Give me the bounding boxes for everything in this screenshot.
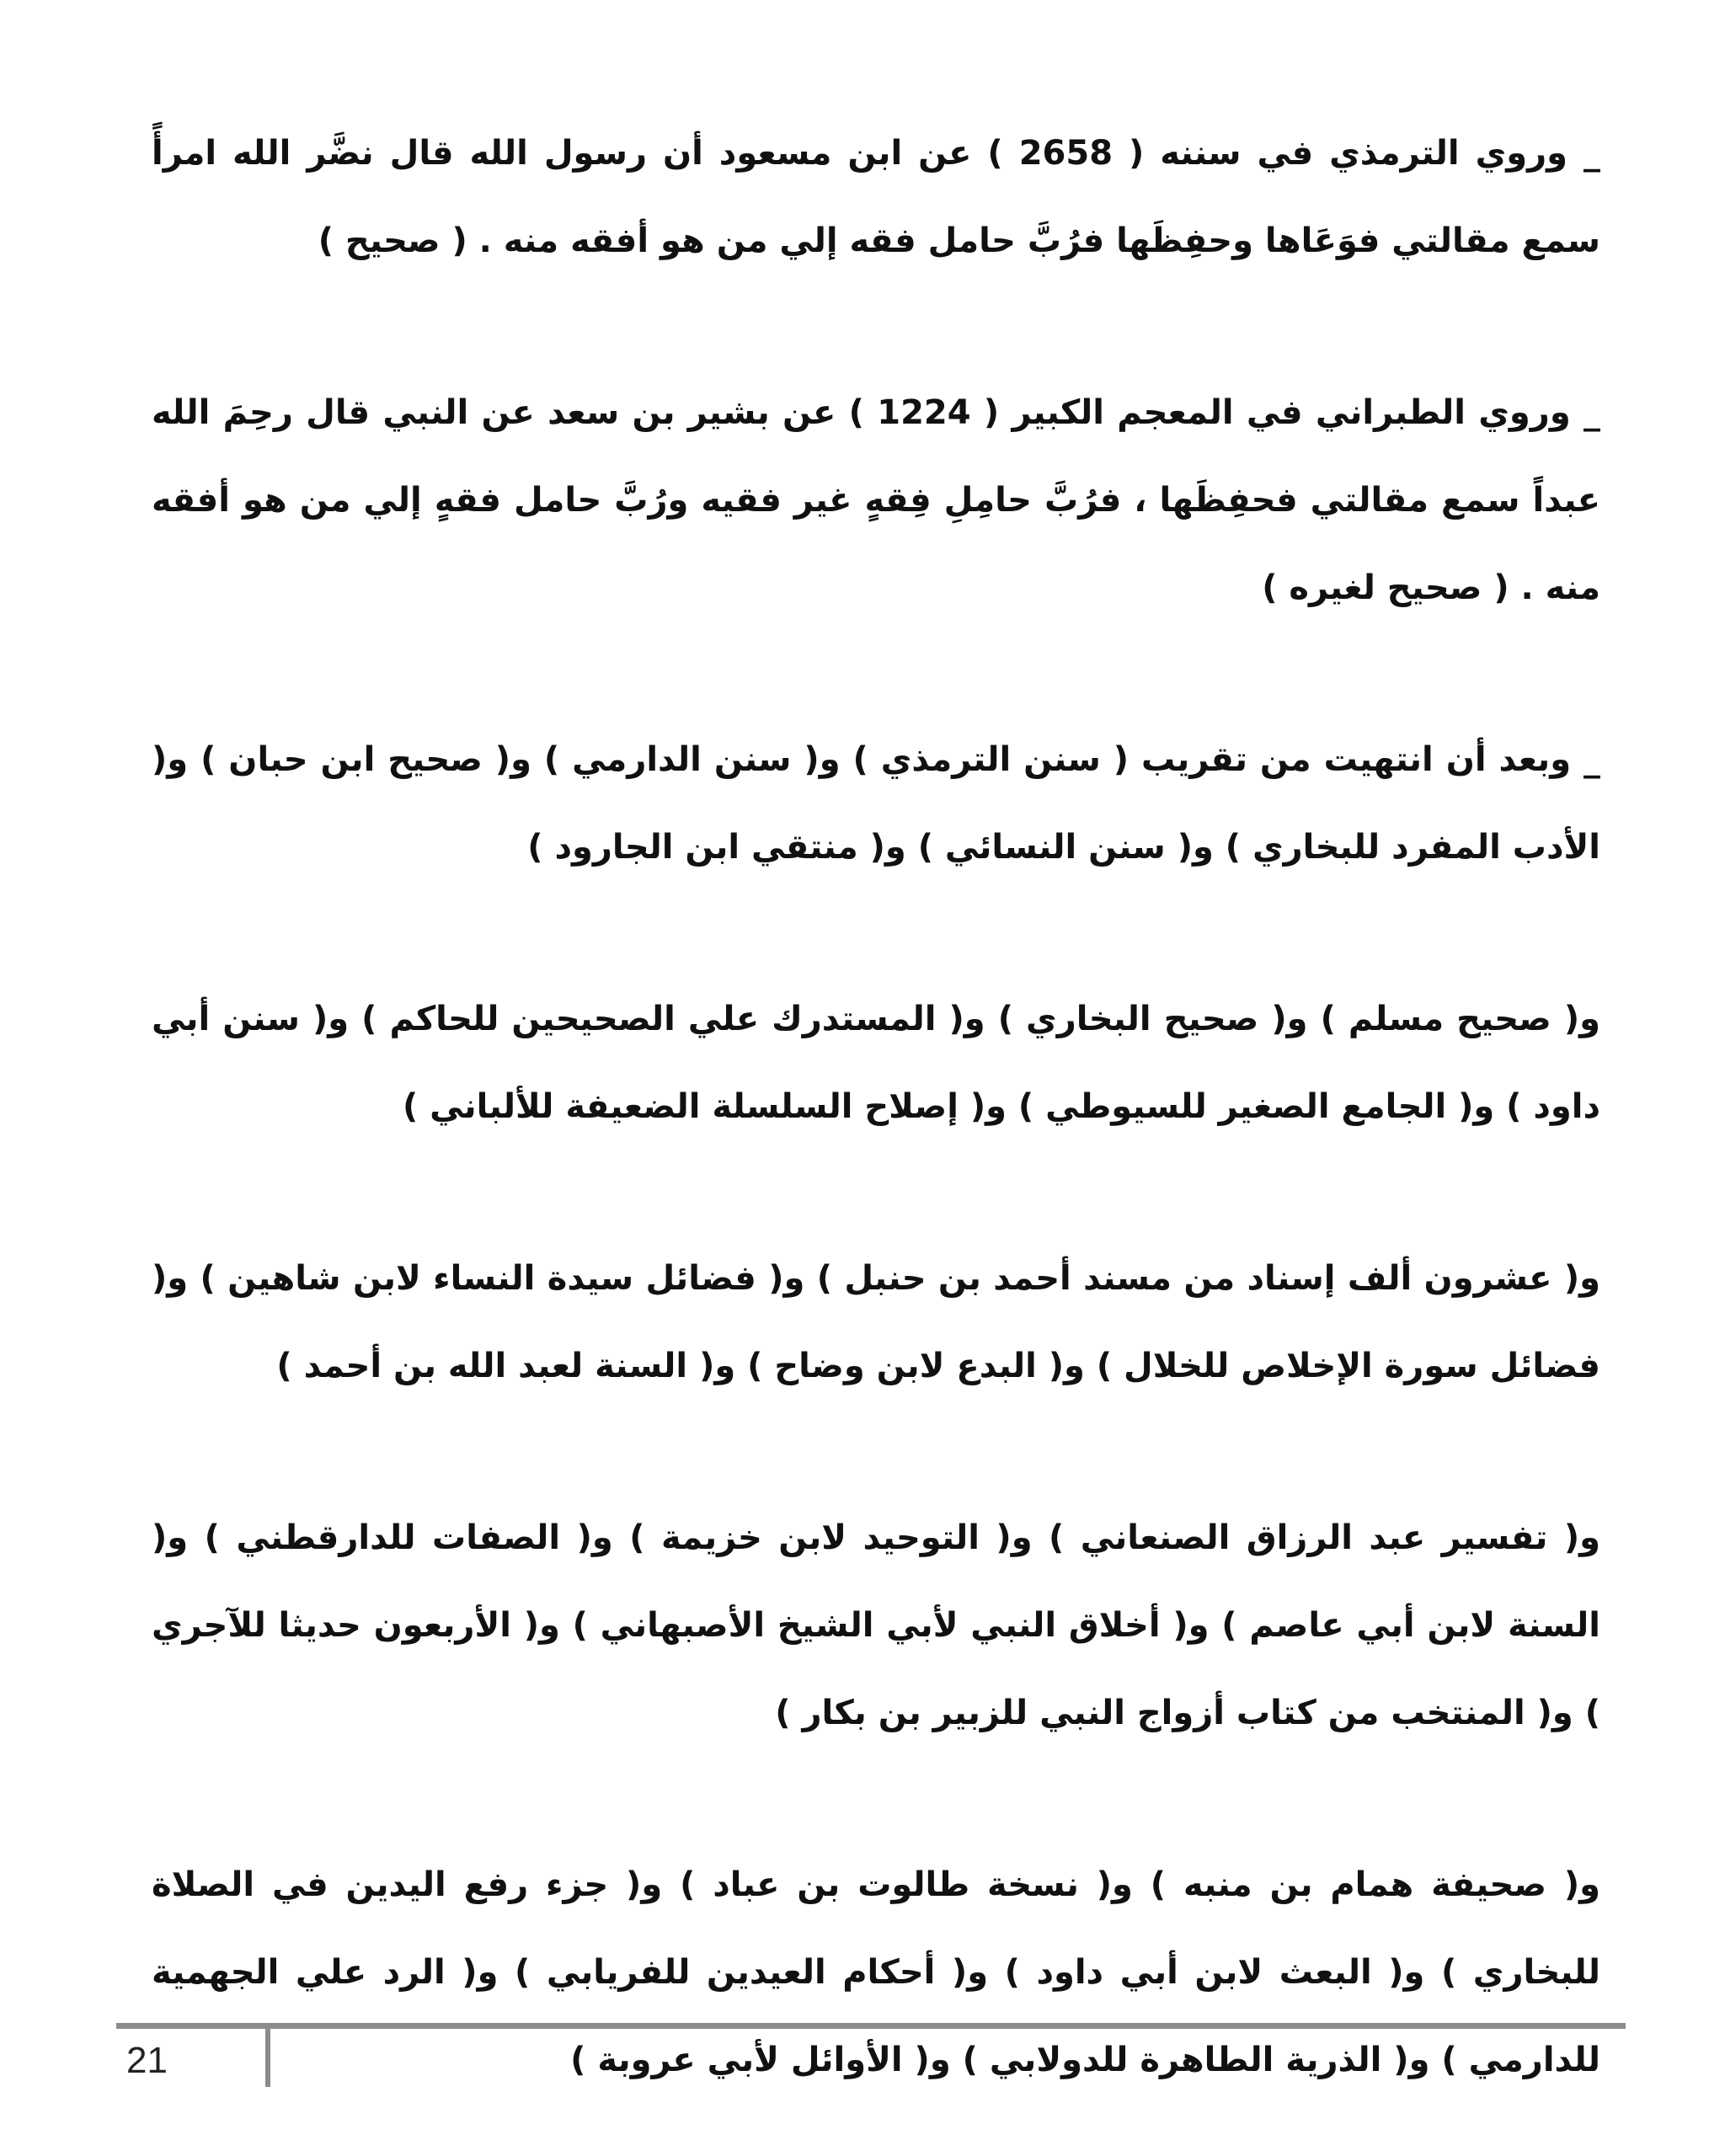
page-number: 21 bbox=[126, 2040, 168, 2081]
paragraph-books-list-4: و( تفسير عبد الرزاق الصنعاني ) و( التوحيد لابن خزيمة ) و( الصفات للدارقطني ) و( السنة لابن أبي عاصم ) و( أخلاق النبي لأبي الشيخ الأصبهاني ) و( الأربعون حديثا للآجري ) و( المنتخب من كتاب أزواج النبي للزبير بن بكار ) bbox=[152, 1518, 1600, 1732]
paragraph-books-list-3: و( عشرون ألف إسناد من مسند أحمد بن حنبل ) و( فضائل سيدة النساء لابن شاهين ) و( فضائل سورة الإخلاص للخلال ) و( البدع لابن وضاح ) و( السنة لعبد الله بن أحمد ) bbox=[152, 1259, 1600, 1385]
paragraph-books-list-2: و( صحيح مسلم ) و( صحيح البخاري ) و( المستدرك علي الصحيحين للحاكم ) و( سنن أبي داود ) و( الجامع الصغير للسيوطي ) و( إصلاح السلسلة الضعيفة للألباني ) bbox=[152, 1000, 1600, 1126]
footer-divider-tick bbox=[265, 2023, 270, 2087]
paragraph-books-list-1: _ وبعد أن انتهيت من تقريب ( سنن الترمذي ) و( سنن الدارمي ) و( صحيح ابن حبان ) و( الأدب المفرد للبخاري ) و( سنن النسائي ) و( منتقي ابن الجارود ) bbox=[152, 740, 1600, 867]
page-body bbox=[152, 109, 1600, 2104]
footer-rule bbox=[116, 2023, 1626, 2029]
paragraph-tabarani-hadith: _ وروي الطبراني في المعجم الكبير ( 1224 ) عن بشير بن سعد عن النبي قال رحِمَ الله عبداً سمع مقالتي فحفِظَها ، فرُبَّ حامِلِ فِقهٍ غير فقيه ورُبَّ حامل فقهٍ إلي من هو أفقه منه . ( صحيح لغيره ) bbox=[152, 393, 1600, 607]
paragraph-books-list-5: و( صحيفة همام بن منبه ) و( نسخة طالوت بن عباد ) و( جزء رفع اليدين في الصلاة للبخاري ) و( البعث لابن أبي داود ) و( أحكام العيدين للفريابي ) و( الرد علي الجهمية للدارمي ) و( الذرية الطاهرة للدولابي ) و( الأوائل لأبي عروبة ) bbox=[152, 1865, 1600, 2079]
paragraph-tirmidhi-hadith: _ وروي الترمذي في سننه ( 2658 ) عن ابن مسعود أن رسول الله قال نضَّر الله امرأً سمع مقالتي فوَعَاها وحفِظَها فرُبَّ حامل فقه إلي من هو أفقه منه . ( صحيح ) bbox=[152, 134, 1600, 260]
